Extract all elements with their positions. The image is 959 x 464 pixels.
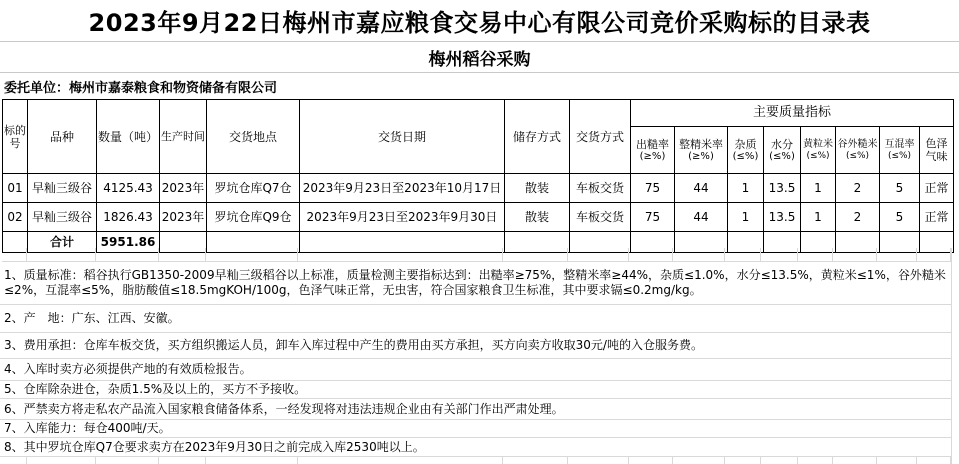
- cell-delivery-method: 车板交货: [570, 174, 631, 203]
- quality-subheader-line1: 出糙率: [636, 137, 669, 151]
- table-row: [3, 203, 954, 232]
- quality-subheader-brown-in-paddy: [836, 127, 880, 174]
- note-inspection-report: 4、入库时卖方必须提供产地的有效质检报告。: [0, 359, 951, 381]
- total-quantity: 5951.86: [97, 232, 160, 253]
- cell-quality: 5: [880, 174, 920, 203]
- note-smuggling-ban: 6、严禁卖方将走私农产品流入国家粮食储备体系，一经发现将对违法违规企业由有关部门作出严肃处理。: [0, 399, 951, 420]
- quality-subheader-line2: (≤%): [732, 150, 759, 162]
- cell-quality: 5: [880, 203, 920, 232]
- cell-quality: 正常: [920, 174, 954, 203]
- quality-subheader-head-rice-rate: [675, 127, 728, 174]
- cell-storage: 散装: [505, 174, 570, 203]
- cell-delivery-method: 车板交货: [570, 203, 631, 232]
- procurement-table: [2, 99, 954, 253]
- cell-delivery-date: 2023年9月23日至2023年9月30日: [300, 203, 505, 232]
- note-origin: 2、产 地：广东、江西、安徽。: [0, 305, 951, 333]
- notes-section: [0, 248, 952, 464]
- cell-variety: 早籼三级谷: [28, 203, 97, 232]
- cell-production-time: 2023年: [160, 174, 207, 203]
- cell-quality: 1: [801, 174, 836, 203]
- quality-subheader-brown-rice-rate: [631, 127, 675, 174]
- header-target-no: 标的号: [3, 100, 28, 174]
- bottom-grid-row: [2, 457, 951, 464]
- header-production-time: 生产时间: [160, 100, 207, 174]
- note-warehouse-capacity: 7、入库能力：每仓400吨/天。: [0, 420, 951, 438]
- quality-subheader-line1: 杂质: [734, 137, 757, 151]
- cell-quantity: 1826.43: [97, 203, 160, 232]
- cell-storage: 散装: [505, 203, 570, 232]
- cell-delivery-date: 2023年9月23日至2023年10月17日: [300, 174, 505, 203]
- cell-quality: 13.5: [764, 203, 801, 232]
- header-delivery-place: 交货地点: [207, 100, 300, 174]
- cell-target-no: 01: [3, 174, 28, 203]
- cell-quality: 正常: [920, 203, 954, 232]
- note-cost-bearing: 3、费用承担：仓库车板交货，买方组织搬运人员，卸车入库过程中产生的费用由买方承担，买方向卖方收取30元/吨的入仓服务费。: [0, 333, 951, 359]
- cell-quality: 2: [836, 174, 880, 203]
- quality-subheader-line1: 互混率: [884, 138, 915, 150]
- cell-quality: 44: [675, 203, 728, 232]
- quality-subheader-line2: 气味: [925, 150, 948, 163]
- quality-subheader-line2: (≤%): [887, 150, 912, 161]
- quality-subheader-line2: (≥%): [688, 150, 714, 162]
- note-q7-deadline: 8、其中罗坑仓库Q7仓要求卖方在2023年9月30日之前完成入库2530吨以上。: [0, 438, 951, 457]
- quality-subheader-moisture: [764, 127, 801, 174]
- quality-subheader-line2: (≤%): [769, 150, 795, 162]
- cell-target-no: 02: [3, 203, 28, 232]
- cell-quality: 13.5: [764, 174, 801, 203]
- quality-subheader-line1: 色泽: [925, 137, 948, 150]
- cell-quality: 2: [836, 203, 880, 232]
- quality-subheader-line1: 谷外糙米: [837, 138, 878, 150]
- cell-delivery-place: 罗坑仓库Q7仓: [207, 174, 300, 203]
- cell-quality: 44: [675, 174, 728, 203]
- quality-subheader-line2: (≤%): [806, 150, 830, 161]
- header-delivery-date: 交货日期: [300, 100, 505, 174]
- empty-grid-row: [2, 248, 951, 262]
- quality-subheader-line1: 黄粒米: [803, 138, 833, 150]
- header-delivery-method: 交货方式: [570, 100, 631, 174]
- cell-quality: 1: [728, 174, 764, 203]
- quality-subheader-yellow-grain: [801, 127, 836, 174]
- page-title: 2023年9月22日梅州市嘉应粮食交易中心有限公司竞价采购标的目录表: [88, 9, 871, 37]
- subtitle: 梅州稻谷采购: [428, 49, 531, 70]
- table-row: [3, 174, 954, 203]
- quality-subheader-line2: (≥%): [639, 150, 666, 162]
- header-quantity: 数量（吨）: [97, 100, 160, 174]
- cell-production-time: 2023年: [160, 203, 207, 232]
- quality-subheader-color-odor: [920, 127, 954, 174]
- quality-subheader-line1: 整精米率: [679, 137, 723, 151]
- cell-quality: 1: [728, 203, 764, 232]
- cell-delivery-place: 罗坑仓库Q9仓: [207, 203, 300, 232]
- quality-subheader-line2: (≤%): [845, 150, 870, 161]
- subtitle-band: [0, 41, 959, 73]
- cell-quality: 1: [801, 203, 836, 232]
- quality-subheader-impurity: [728, 127, 764, 174]
- cell-quality: 75: [631, 174, 675, 203]
- cell-quality: 75: [631, 203, 675, 232]
- client-label: 委托单位：梅州市嘉泰粮食和物资储备有限公司: [4, 81, 278, 96]
- header-storage-method: 储存方式: [505, 100, 570, 174]
- quality-subheader-mix-rate: [880, 127, 920, 174]
- note-quality-standard: 1、质量标准：稻谷执行GB1350-2009早籼三级稻谷以上标准，质量检测主要指标达到：出糙率≥75%，整精米率≥44%，杂质≤1.0%，水分≤13.5%，黄粒米≤1%，谷外糙米≤2%，互混率≤5%，脂肪酸值≤18.5mgKOH/100g，色泽气味正常，无虫害，符合国家粮食卫生标准，其中要求镉≤0.2mg/kg。: [0, 262, 951, 305]
- header-variety: 品种: [28, 100, 97, 174]
- total-label: 合计: [28, 232, 97, 253]
- header-quality-group: 主要质量指标: [631, 100, 954, 127]
- quality-subheader-line1: 水分: [771, 137, 793, 151]
- cell-variety: 早籼三级谷: [28, 174, 97, 203]
- note-impurity-rejection: 5、仓库除杂进仓，杂质1.5%及以上的，买方不予接收。: [0, 381, 951, 399]
- cell-quantity: 4125.43: [97, 174, 160, 203]
